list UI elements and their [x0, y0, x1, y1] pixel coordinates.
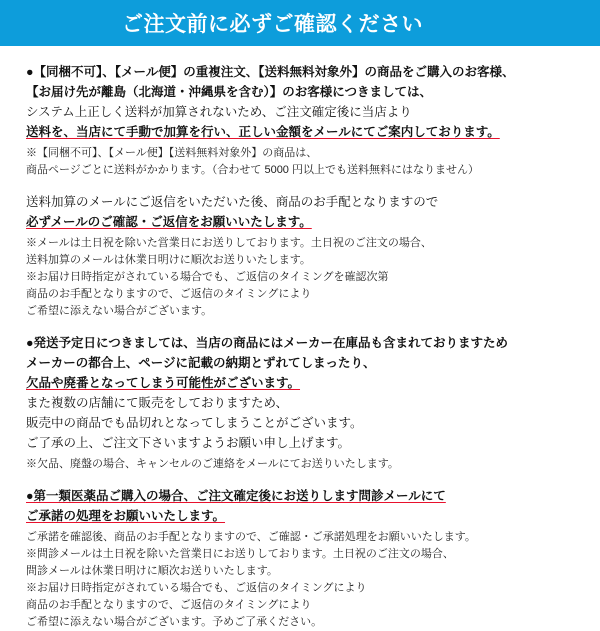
notice-note: ご希望に添えない場合がございます。予めご了承ください。 [26, 616, 323, 628]
section-reply-required [26, 192, 574, 320]
notice-line-emphasis: 必ずメールのご確認・ご返信をお願いいたします。 [26, 215, 312, 229]
page-header [0, 0, 600, 46]
notice-note: ※欠品、廃盤の場合、キャンセルのご連絡をメールにてお送りいたします。 [26, 458, 399, 470]
section-shipping-fee [26, 62, 574, 179]
notice-note: 商品のお手配となりますので、ご返信のタイミングにより [26, 599, 312, 611]
notice-note: 商品ページごとに送料がかかります。（合わせて 5000 円以上でも送料無料にはなりません） [26, 164, 479, 176]
notice-line-emphasis: ご承諾の処理をお願いいたします。 [26, 509, 226, 523]
section-shipping-date [26, 333, 574, 473]
notice-body [0, 46, 600, 631]
notice-note: ※お届け日時指定がされている場合でも、ご返信のタイミングを確認次第 [26, 271, 389, 283]
notice-note: 送料加算のメールは休業日明けに順次お送りいたします。 [26, 254, 311, 266]
notice-note: ご希望に添えない場合がございます。 [26, 305, 213, 317]
notice-line-emphasis: 欠品や廃番となってしまう可能性がございます。 [26, 376, 301, 390]
notice-line: メーカーの都合上、ページに記載の納期とずれてしまったり、 [26, 356, 376, 370]
notice-note: ※お届け日時指定がされている場合でも、ご返信のタイミングにより [26, 582, 367, 594]
notice-note: 問診メールは休業日明けに順次お送りいたします。 [26, 565, 278, 577]
notice-line: 販売中の商品でも品切れとなってしまうことがございます。 [26, 416, 363, 430]
notice-line: 【お届け先が離島（北海道・沖縄県を含む）】のお客様につきましては、 [26, 85, 433, 99]
notice-note: ご承諾を確認後、商品のお手配となりますので、ご確認・ご承諾処理をお願いいたします。 [26, 531, 476, 543]
notice-note: ※問診メールは土日祝を除いた営業日にお送りしております。土日祝のご注文の場合、 [26, 548, 454, 560]
notice-line: また複数の店舗にて販売をしておりますため、 [26, 396, 289, 410]
section-medicine-consent [26, 486, 574, 631]
notice-note: 商品のお手配となりますので、ご返信のタイミングにより [26, 288, 312, 300]
notice-line: 送料加算のメールにご返信をいただいた後、商品のお手配となりますので [26, 195, 439, 209]
notice-line-emphasis: ●第一類医薬品ご購入の場合、ご注文確定後にお送りします問診メールにて [26, 489, 446, 503]
notice-line: ●発送予定日につきましては、当店の商品にはメーカー在庫品も含まれておりますため [26, 336, 509, 350]
notice-line-emphasis: 送料を、当店にて手動で加算を行い、正しい金額をメールにてご案内しております。 [26, 125, 500, 139]
notice-note: ※【同梱不可】、【メール便】【送料無料対象外】の商品は、 [26, 147, 318, 159]
notice-line: システム上正しく送料が加算されないため、ご注文確定後に当店より [26, 105, 412, 119]
notice-line: ●【同梱不可】、【メール便】の重複注文、【送料無料対象外】の商品をご購入のお客様、 [26, 65, 515, 79]
notice-line: ご了承の上、ご注文下さいますようお願い申し上げます。 [26, 436, 351, 450]
page-title: ご注文前に必ずご確認ください [122, 13, 423, 36]
notice-note: ※メールは土日祝を除いた営業日にお送りしております。土日祝のご注文の場合、 [26, 237, 432, 249]
